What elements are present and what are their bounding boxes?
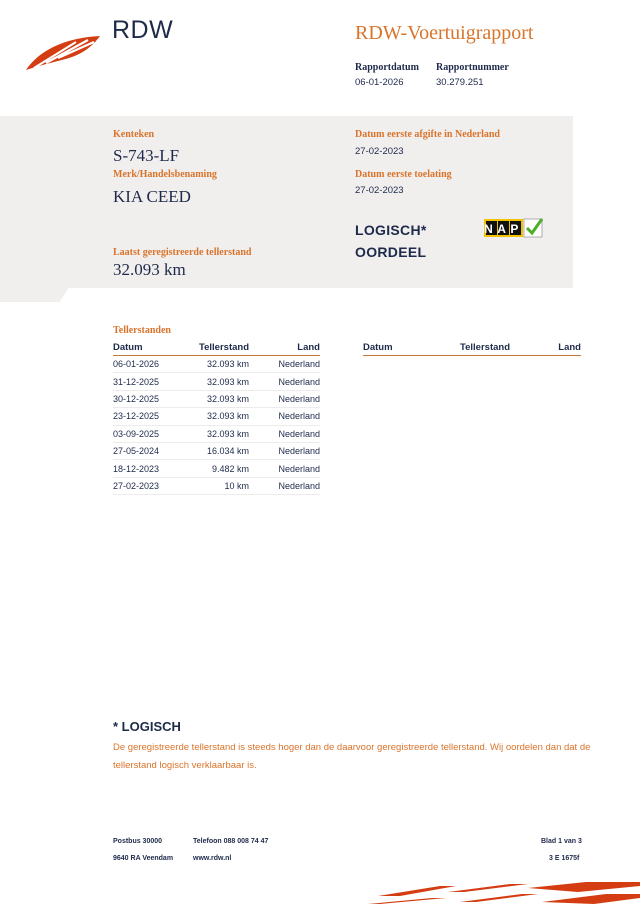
column-header-country: Land	[510, 341, 581, 356]
odometer-label: Laatst geregistreerde tellerstand	[113, 247, 252, 258]
reading-odometer: 32.093 km	[185, 356, 249, 373]
reading-country: Nederland	[249, 408, 320, 425]
footer-document-code: 3 E 1675f	[549, 855, 580, 862]
reading-country: Nederland	[249, 425, 320, 442]
reading-country: Nederland	[249, 477, 320, 494]
reading-date: 31-12-2025	[113, 373, 185, 390]
reading-odometer: 10 km	[185, 477, 249, 494]
first-registration-nl-value: 27-02-2023	[355, 146, 404, 157]
table-header-row	[113, 341, 320, 356]
readings-table-right	[363, 341, 581, 356]
make-label: Merk/Handelsbenaming	[113, 169, 217, 180]
reading-odometer: 32.093 km	[185, 408, 249, 425]
plate-label: Kenteken	[113, 129, 155, 140]
reading-country: Nederland	[249, 390, 320, 407]
vehicle-summary-panel	[0, 116, 573, 288]
column-header-date: Datum	[363, 341, 435, 356]
reading-country: Nederland	[249, 460, 320, 477]
odometer-value: 32.093 km	[113, 260, 186, 279]
table-row	[113, 460, 320, 477]
verdict-line-2: OORDEEL	[355, 244, 427, 260]
readings-title: Tellerstanden	[113, 325, 171, 336]
reading-date: 23-12-2025	[113, 408, 185, 425]
first-admission-value: 27-02-2023	[355, 185, 404, 196]
report-date-value: 06-01-2026	[355, 77, 404, 88]
reading-odometer: 9.482 km	[185, 460, 249, 477]
report-date-label: Rapportdatum	[355, 62, 419, 73]
document-title: RDW-Voertuigrapport	[355, 22, 534, 44]
footer-stripes-decoration	[360, 882, 640, 907]
first-registration-nl-label: Datum eerste afgifte in Nederland	[355, 129, 500, 140]
verdict-line-1: LOGISCH*	[355, 222, 427, 238]
reading-odometer: 16.034 km	[185, 442, 249, 459]
reading-date: 06-01-2026	[113, 356, 185, 373]
footer-postbus: Postbus 30000	[113, 838, 163, 845]
reading-date: 27-02-2023	[113, 477, 185, 494]
report-number-value: 30.279.251	[436, 77, 484, 88]
first-admission-label: Datum eerste toelating	[355, 169, 452, 180]
column-header-odometer: Tellerstand	[435, 341, 510, 356]
make-value: KIA CEED	[113, 187, 191, 206]
reading-date: 27-05-2024	[113, 442, 185, 459]
nap-logo-text: NAP	[484, 222, 523, 236]
column-header-date: Datum	[113, 341, 185, 356]
table-row	[113, 477, 320, 494]
table-row	[113, 408, 320, 425]
report-number-label: Rapportnummer	[436, 62, 509, 73]
table-row	[113, 390, 320, 407]
footnote-text: De geregistreerde tellerstand is steeds hoger dan de daarvoor geregistreerde tellerstand. Wij oordelen dan dat de tellerstand logisch verklaarbaar is.	[113, 742, 591, 771]
brand-name: RDW	[112, 16, 174, 44]
column-header-country: Land	[249, 341, 320, 356]
rdw-logo-icon	[24, 30, 102, 74]
readings-table-left	[113, 341, 320, 495]
table-row	[113, 425, 320, 442]
plate-value: S-743-LF	[113, 146, 180, 165]
column-header-odometer: Tellerstand	[185, 341, 249, 356]
reading-country: Nederland	[249, 356, 320, 373]
footer-city: 9640 RA Veendam	[113, 855, 174, 862]
footer-website: www.rdw.nl	[193, 855, 232, 862]
panel-decoration	[0, 286, 70, 302]
reading-date: 18-12-2023	[113, 460, 185, 477]
table-row	[113, 442, 320, 459]
reading-odometer: 32.093 km	[185, 425, 249, 442]
reading-odometer: 32.093 km	[185, 390, 249, 407]
reading-date: 03-09-2025	[113, 425, 185, 442]
table-header-row	[363, 341, 581, 356]
nap-logo-icon	[484, 217, 544, 239]
reading-odometer: 32.093 km	[185, 373, 249, 390]
footer-page-number: Blad 1 van 3	[541, 838, 582, 845]
reading-date: 30-12-2025	[113, 390, 185, 407]
reading-country: Nederland	[249, 373, 320, 390]
table-row	[113, 373, 320, 390]
table-row	[113, 356, 320, 373]
footer-phone: Telefoon 088 008 74 47	[193, 838, 269, 845]
footnote-title: * LOGISCH	[113, 719, 181, 734]
reading-country: Nederland	[249, 442, 320, 459]
